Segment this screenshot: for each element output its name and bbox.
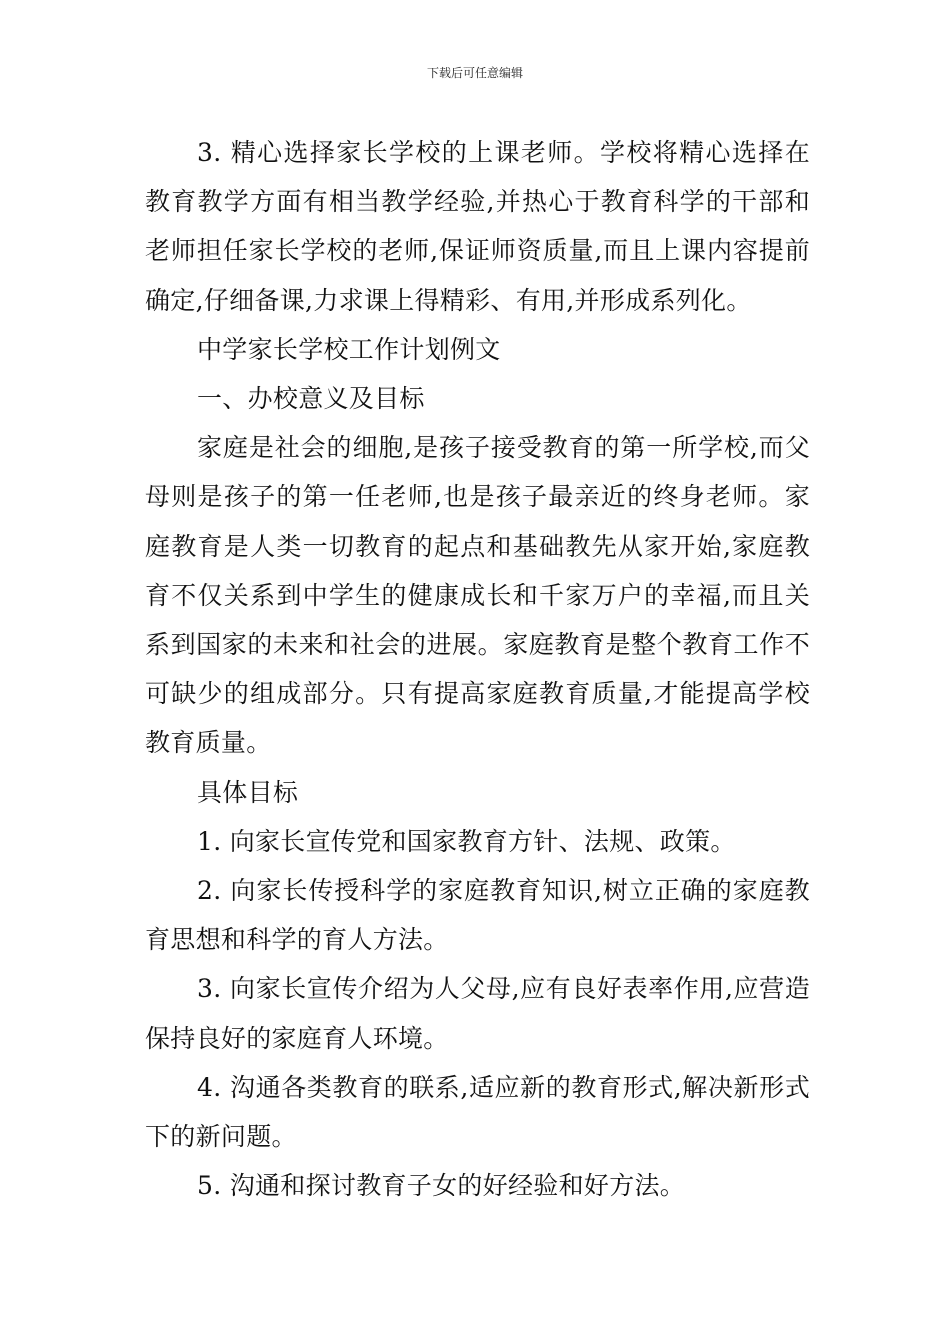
heading-specific-goals: 具体目标	[197, 777, 299, 807]
goal-item-5: 5. 沟通和探讨教育子女的好经验和好方法。	[197, 1171, 686, 1201]
heading-significance-goals: 一、办校意义及目标	[197, 384, 425, 414]
section-title: 中学家长学校工作计划例文	[197, 334, 501, 364]
goal-item-3: 3. 向家长宣传介绍为人父母,应有良好表率作用,应营造保持良好的家庭育人环境。	[145, 974, 810, 1053]
paragraph-teacher-selection: 3. 精心选择家长学校的上课老师。学校将精心选择在教育教学方面有相当教学经验,并热心于教育科学的干部和老师担任家长学校的老师,保证师资质量,而且上课内容提前确定,仔细备课,力求课上得精彩、有用,并形成系列化。	[145, 138, 810, 315]
goal-item-2: 2. 向家长传授科学的家庭教育知识,树立正确的家庭教育思想和科学的育人方法。	[145, 876, 810, 955]
page-header: 下载后可任意编辑	[426, 66, 523, 80]
paragraph-family-education: 家庭是社会的细胞,是孩子接受教育的第一所学校,而父母则是孩子的第一任老师,也是孩子最亲近的终身老师。家庭教育是人类一切教育的起点和基础教先从家开始,家庭教育不仅关系到中学生的健康成长和千家万户的幸福,而且关系到国家的未来和社会的进展。家庭教育是整个教育工作不可缺少的组成部分。只有提高家庭教育质量,才能提高学校教育质量。	[145, 433, 810, 758]
goal-item-4: 4. 沟通各类教育的联系,适应新的教育形式,解决新形式下的新问题。	[145, 1072, 810, 1152]
goal-item-1: 1. 向家长宣传党和国家教育方针、法规、政策。	[197, 826, 736, 856]
document-body	[145, 128, 810, 1210]
